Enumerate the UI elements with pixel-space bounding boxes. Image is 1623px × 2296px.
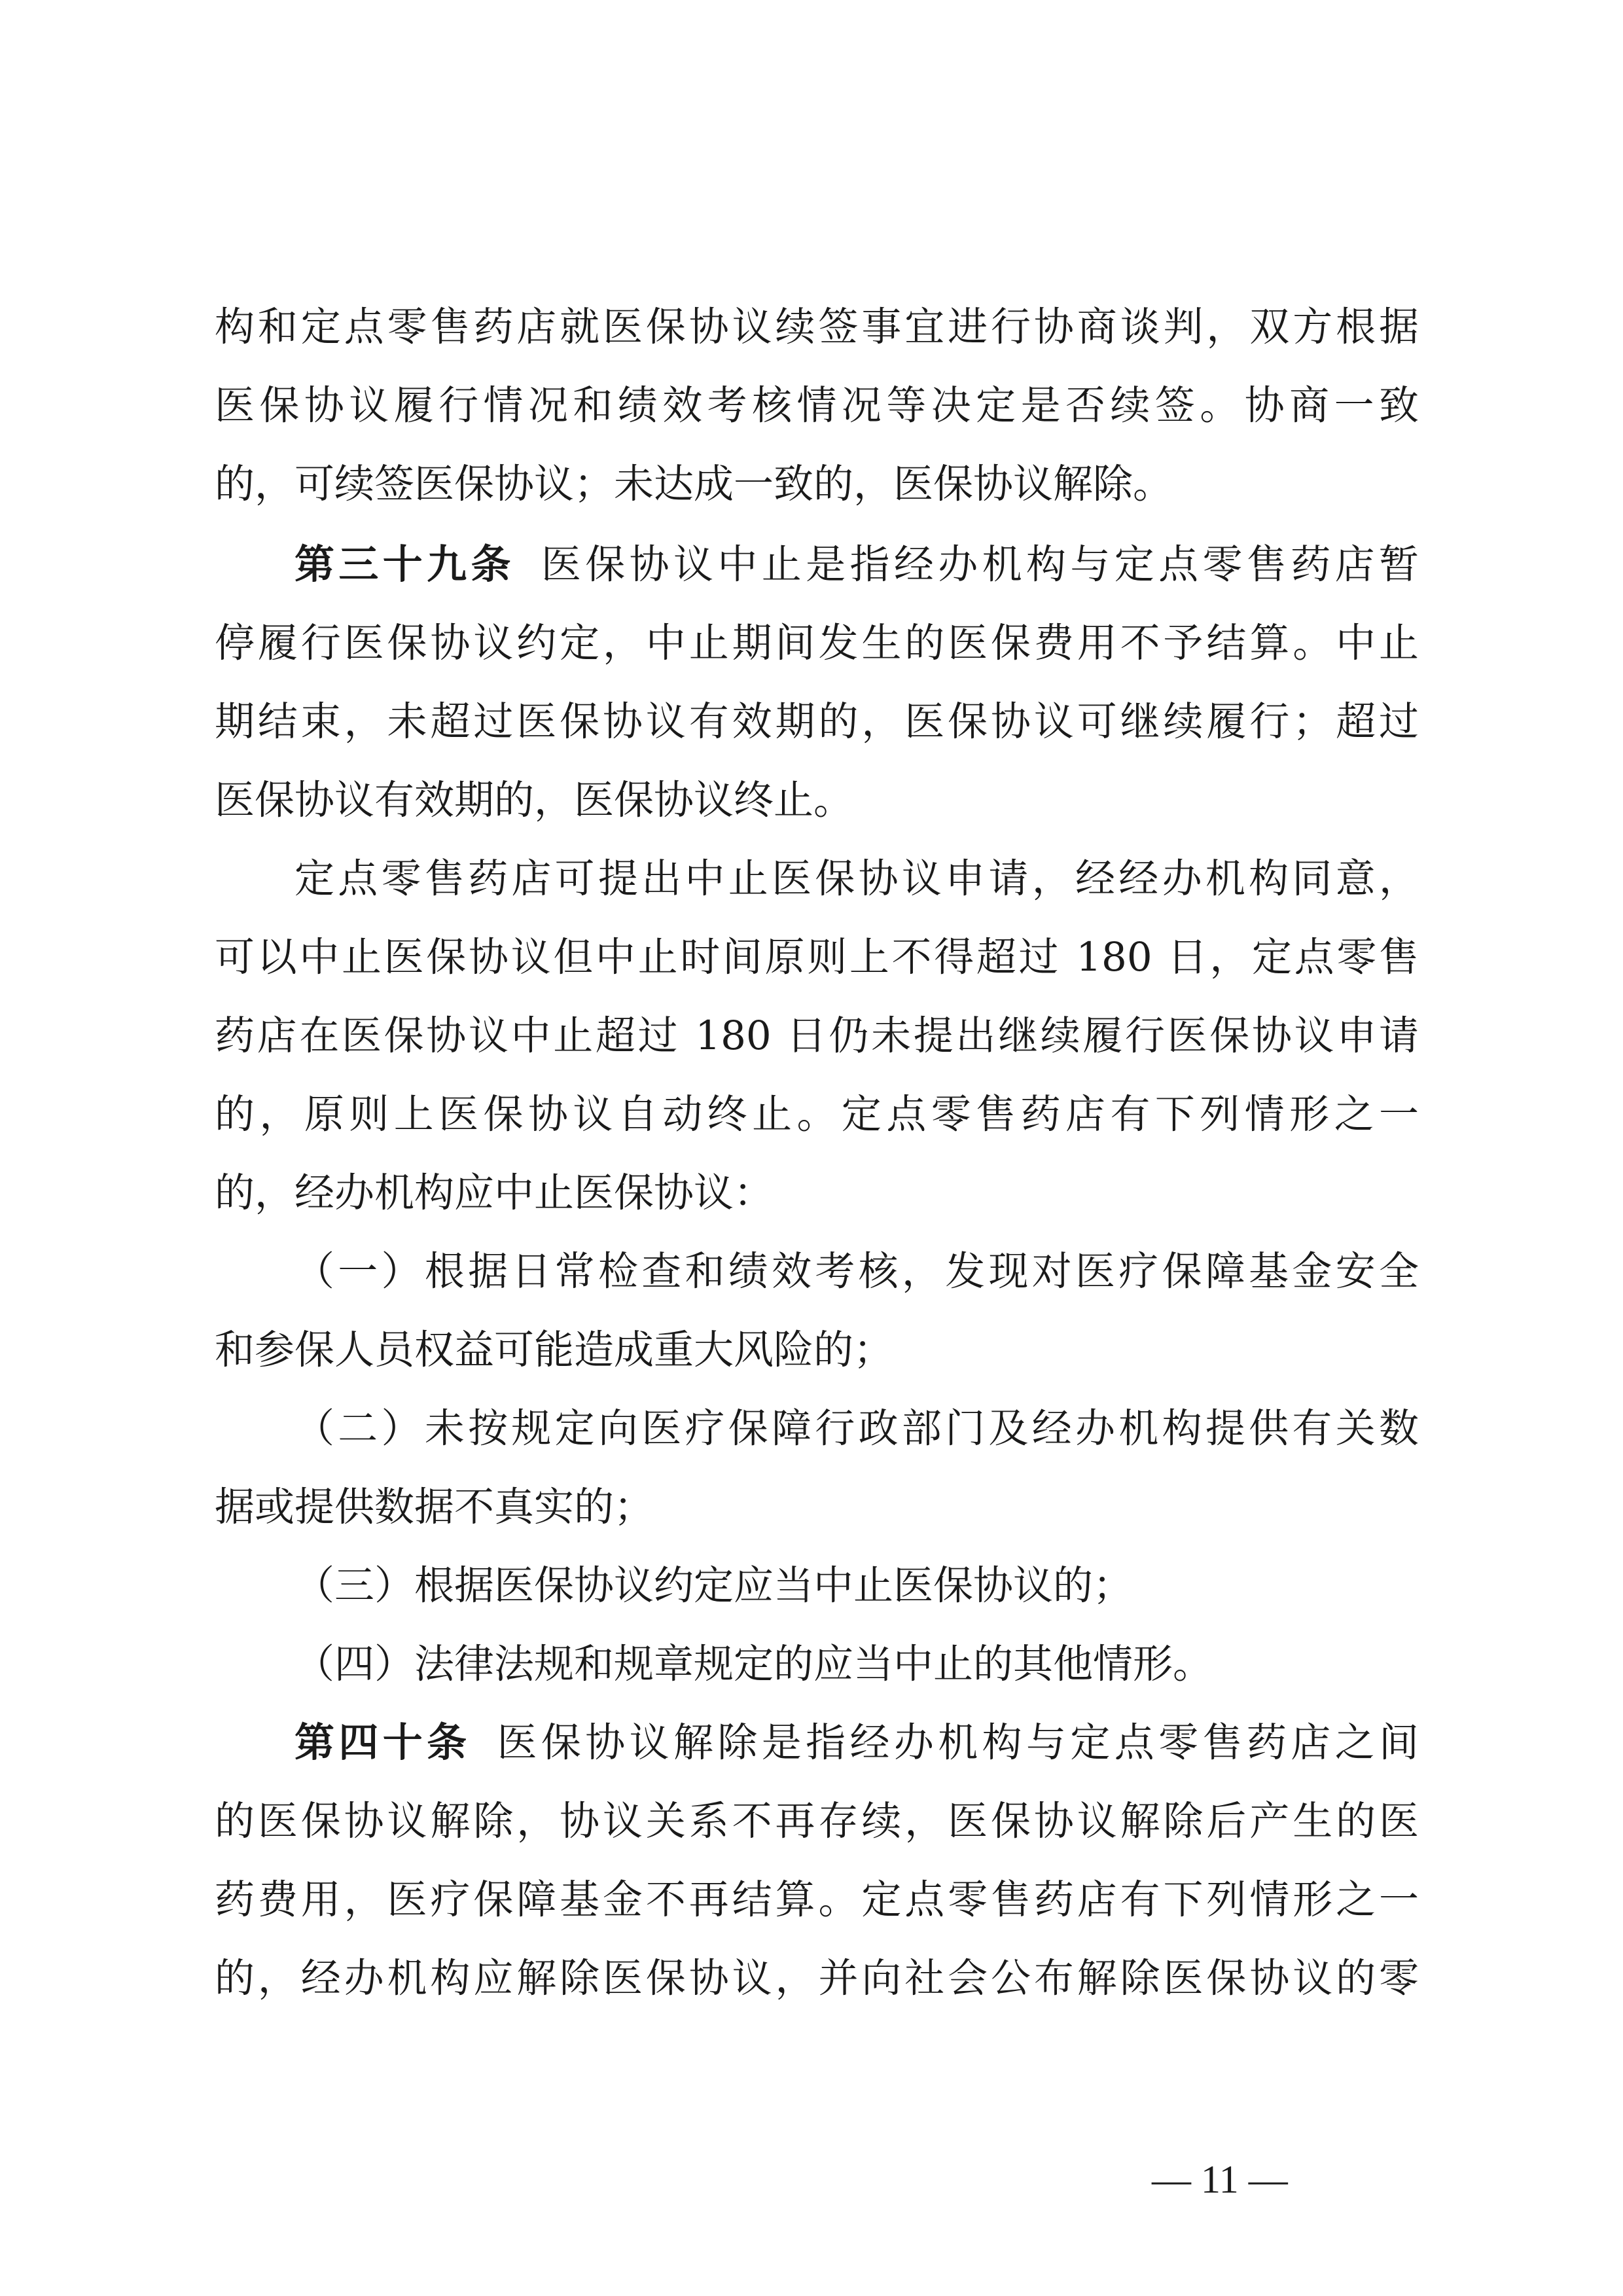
page-number: — 11 — [1152,2158,1288,2201]
list-item-2-line-1: （二）未按规定向医疗保障行政部门及经办机构提供有关数 [294,1405,1419,1452]
list-item-4: （四）法律法规和规章规定的应当中止的其他情形。 [294,1641,1213,1687]
list-item-2-line-2: 据或提供数据不真实的； [215,1484,654,1530]
body-line-8: 定点零售药店可提出中止医保协议申请，经经办机构同意， [294,855,1419,902]
body-line-3: 的，可续签医保协议；未达成一致的，医保协议解除。 [215,461,1173,507]
article-40-first-line [294,1704,1419,1782]
body-line-6: 期结束，未超过医保协议有效期的，医保协议可继续履行；超过 [215,698,1419,745]
list-item-1-line-1: （一）根据日常检查和绩效考核，发现对医疗保障基金安全 [294,1248,1419,1295]
body-line-21: 药费用，医疗保障基金不再结算。定点零售药店有下列情形之一 [215,1876,1419,1923]
body-line-20: 的医保协议解除，协议关系不再存续，医保协议解除后产生的医 [215,1798,1419,1844]
article-39-text: 医保协议中止是指经办机构与定点零售药店暂 [541,541,1419,588]
body-line-11: 的，原则上医保协议自动终止。定点零售药店有下列情形之一 [215,1091,1419,1138]
body-line-9: 可以中止医保协议但中止时间原则上不得超过 180 日，定点零售 [215,934,1419,980]
article-39-heading: 第三十九条 [294,541,515,588]
list-item-3: （三）根据医保协议约定应当中止医保协议的； [294,1562,1133,1609]
body-line-5: 停履行医保协议约定，中止期间发生的医保费用不予结算。中止 [215,620,1419,666]
body-line-10: 药店在医保协议中止超过 180 日仍未提出继续履行医保协议申请 [215,1013,1419,1059]
body-line-1: 构和定点零售药店就医保协议续签事宜进行协商谈判，双方根据 [215,304,1419,350]
article-40-text: 医保协议解除是指经办机构与定点零售药店之间 [497,1719,1419,1766]
article-39-first-line [294,526,1419,604]
body-line-12: 的，经办机构应中止医保协议： [215,1170,774,1216]
body-line-7: 医保协议有效期的，医保协议终止。 [215,777,854,823]
article-40-heading: 第四十条 [294,1719,471,1766]
body-line-22: 的，经办机构应解除医保协议，并向社会公布解除医保协议的零 [215,1955,1419,2001]
body-line-2: 医保协议履行情况和绩效考核情况等决定是否续签。协商一致 [215,382,1419,429]
list-item-1-line-2: 和参保人员权益可能造成重大风险的； [215,1327,894,1373]
